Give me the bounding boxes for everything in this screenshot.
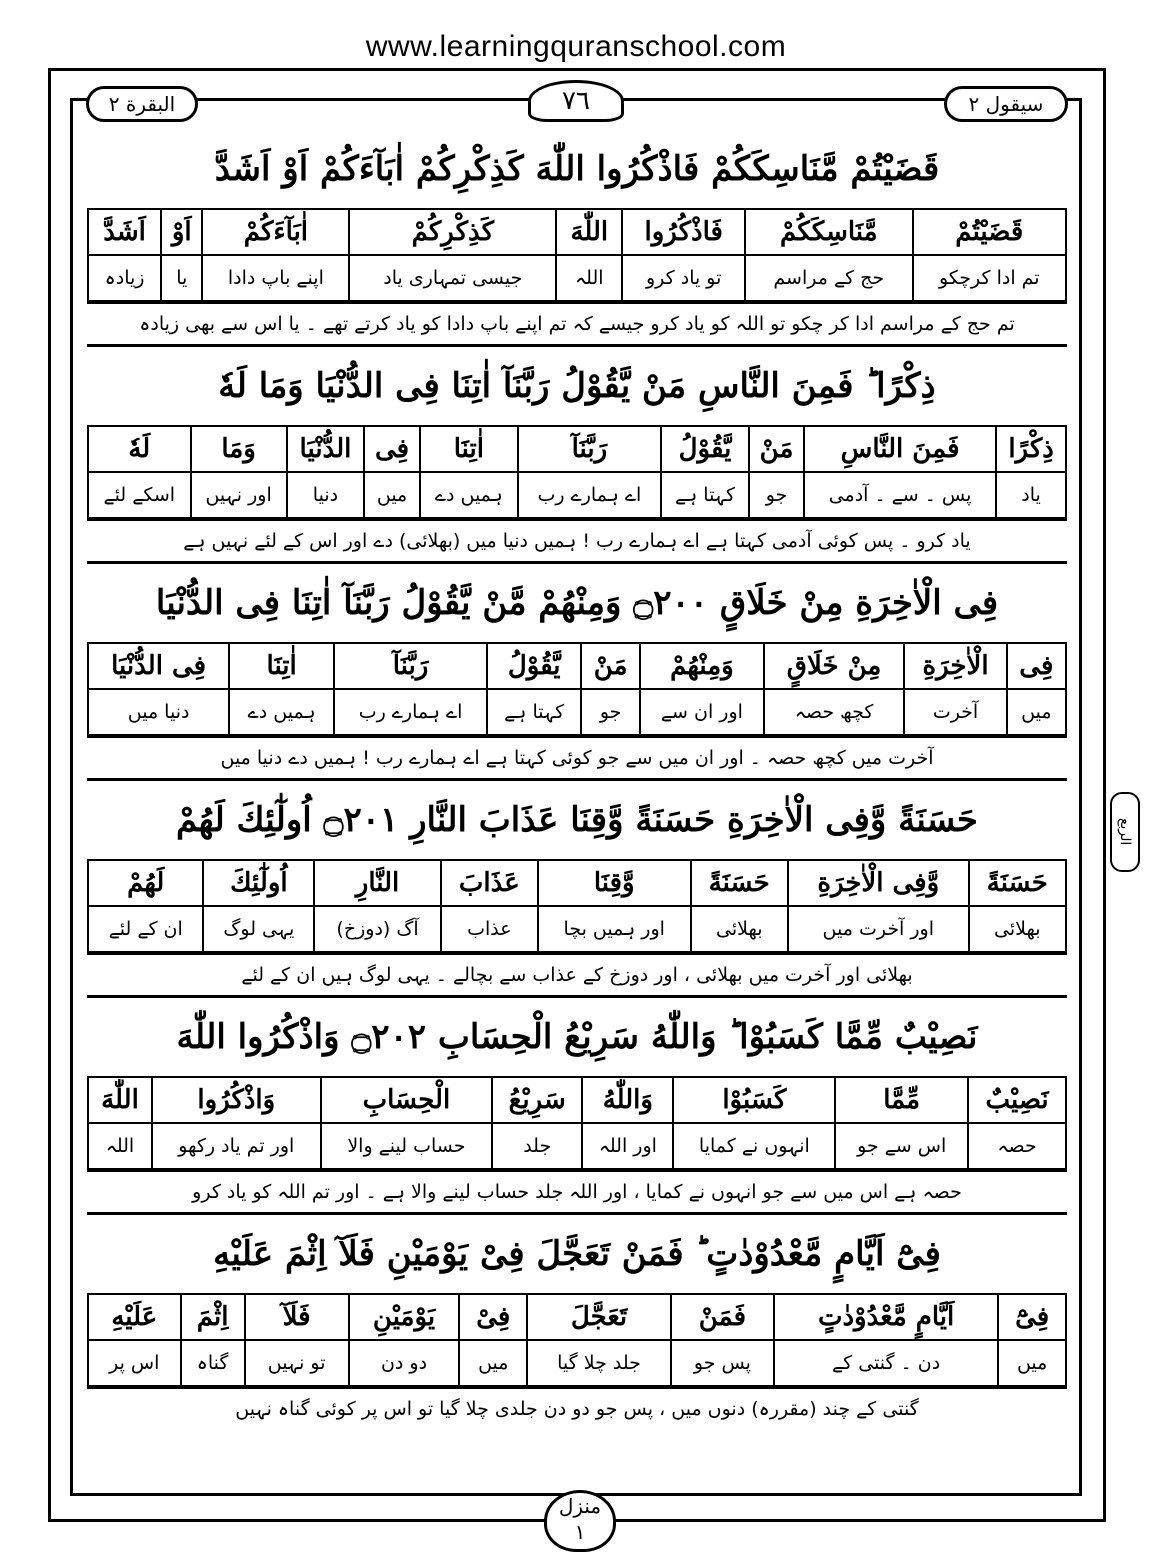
urdu-meaning-cell: جلد [492,1123,582,1169]
arabic-word-cell: مَّنَاسِكَكُمْ [745,209,913,255]
arabic-words-row [88,860,1066,906]
urdu-meaning-cell: میں [459,1340,527,1386]
page-number-badge: ٧٦ [528,80,624,122]
arabic-word-cell: اللّٰهَ [88,1077,152,1123]
urdu-meaning-cell: انہوں نے کمایا [673,1123,835,1169]
arabic-word-cell: اَوْ [161,209,202,255]
arabic-word-cell: الدُّنْيَا [287,426,365,472]
urdu-meaning-cell: میں [1007,689,1066,735]
urdu-meaning-cell: دو دن [349,1340,460,1386]
urdu-translation-line: بھلائی اور آخرت میں بھلائی ، اور دوزخ کے عذاب سے بچالے ۔ یہی لوگ ہیں ان کے لئے [87,953,1067,995]
arabic-words-row [88,1294,1066,1340]
urdu-meaning-cell: دنیا میں [88,689,229,735]
urdu-meaning-cell: اور ہمیں بچا [538,906,691,952]
arabic-word-cell: فَمَنْ [671,1294,774,1340]
arabic-word-cell: عَذَابَ [441,860,538,906]
urdu-meaning-cell: میں [998,1340,1066,1386]
arabic-word-cell: فَاذْكُرُوا [622,209,745,255]
arabic-words-row [88,209,1066,255]
arabic-word-cell: الْحِسَابِ [321,1077,493,1123]
arabic-word-cell: مَنْ [581,643,640,689]
lesson-content [87,130,1067,1429]
urdu-meaning-cell: آگ (دوزخ) [314,906,440,952]
verse-arabic-line: قَضَيْتُمْ مَّنَاسِكَكُمْ فَاذْكُرُوا اللّٰهَ كَذِكْرِكُمْ اٰبَآءَكُمْ اَوْ اَشَدَّ [214,149,940,189]
urdu-meaning-cell: اللہ [556,255,622,301]
urdu-meaning-cell: تو یاد کرو [622,255,745,301]
arabic-word-cell: اِثْمَ [181,1294,245,1340]
word-by-word-table [87,1076,1067,1170]
arabic-word-cell: اٰبَآءَكُمْ [202,209,349,255]
arabic-word-cell: لَهٗ [88,426,191,472]
arabic-word-cell: حَسَنَةً [691,860,788,906]
urdu-meaning-cell: بھلائی [969,906,1066,952]
urdu-meaning-cell: جو [581,689,640,735]
urdu-meaning-cell: یاد [996,472,1066,518]
arabic-words-row [88,1077,1066,1123]
verse-section [87,778,1067,995]
word-by-word-table [87,1293,1067,1387]
arabic-word-cell: وَّفِى الْاٰخِرَةِ [788,860,969,906]
arabic-word-cell: اللّٰهَ [556,209,622,255]
manzil-label: منزل [558,1494,602,1518]
arabic-word-cell: سَرِيْعُ [492,1077,582,1123]
arabic-word-cell: فِى [364,426,419,472]
urdu-meaning-cell: اپنے باپ دادا [202,255,349,301]
urdu-meaning-cell: ہمیں دے [420,472,518,518]
urdu-meanings-row [88,1123,1066,1169]
urdu-meaning-cell: یہی لوگ [203,906,314,952]
arabic-word-cell: قَضَيْتُمْ [913,209,1066,255]
urdu-meaning-cell: یا [161,255,202,301]
urdu-meaning-cell: تم ادا کرچکو [913,255,1066,301]
verse-arabic-line: ذِكْرًا ؕ فَمِنَ النَّاسِ مَنْ يَّقُوْلُ رَبَّنَآ اٰتِنَا فِى الدُّنْيَا وَمَا لَهٗ [218,366,936,406]
urdu-meaning-cell: کہتا ہے [661,472,749,518]
arabic-word-cell: اٰتِنَا [420,426,518,472]
verse-section [87,344,1067,561]
site-url[interactable]: www.learningquranschool.com [365,30,787,63]
urdu-meaning-cell: زیادہ [88,255,161,301]
urdu-meaning-cell: اس سے جو [835,1123,968,1169]
arabic-word-cell: رَبَّنَآ [518,426,661,472]
arabic-word-cell: اٰتِنَا [229,643,334,689]
arabic-words-row [88,426,1066,472]
arabic-word-cell: رَبَّنَآ [334,643,487,689]
arabic-word-cell: وَاللّٰهُ [582,1077,673,1123]
verse-arabic-line: فِى الْاٰخِرَةِ مِنْ خَلَاقٍ ۝٢٠٠ وَمِنْهُمْ مَّنْ يَّقُوْلُ رَبَّنَآ اٰتِنَا فِى الدُّنْيَا [155,583,999,623]
urdu-meaning-cell: آخرت [904,689,1006,735]
urdu-meaning-cell: ہمیں دے [229,689,334,735]
arabic-word-cell: مَنْ [749,426,804,472]
urdu-meaning-cell: عذاب [441,906,538,952]
verse-section [87,561,1067,778]
urdu-meaning-cell: اس پر [88,1340,181,1386]
urdu-meanings-row [88,906,1066,952]
verse-section [87,995,1067,1212]
verse-arabic-line: نَصِيْبٌ مِّمَّا كَسَبُوْا ؕ وَاللّٰهُ سَرِيْعُ الْحِسَابِ ۝٢٠٢ وَاذْكُرُوا اللّٰهَ [176,1017,978,1057]
manzil-number: ١ [574,1520,586,1544]
arabic-word-cell: مِّمَّا [835,1077,968,1123]
urdu-meaning-cell: اور آخرت میں [788,906,969,952]
word-by-word-table [87,208,1067,302]
arabic-word-cell: اُولٰٓئِكَ [203,860,314,906]
arabic-word-cell: فَمِنَ النَّاسِ [804,426,996,472]
urdu-meaning-cell: کچھ حصہ [764,689,905,735]
urdu-meaning-cell: اور اللہ [582,1123,673,1169]
urdu-meaning-cell: بھلائی [691,906,788,952]
urdu-meaning-cell: اور ان سے [640,689,764,735]
word-by-word-table [87,642,1067,736]
urdu-meaning-cell: اور تم یاد رکھو [152,1123,321,1169]
arabic-word-cell: كَذِكْرِكُمْ [349,209,556,255]
urdu-meaning-cell: اے ہمارے رب [518,472,661,518]
arabic-word-cell: فِى الدُّنْيَا [88,643,229,689]
arabic-word-cell: وَّقِنَا [538,860,691,906]
surah-name-badge: البقرة ٢ [86,86,198,122]
urdu-meanings-row [88,255,1066,301]
urdu-meaning-cell: میں [364,472,419,518]
urdu-meanings-row [88,689,1066,735]
verse-arabic-line: فِىْٓ اَيَّامٍ مَّعْدُوْدٰتٍ ؕ فَمَنْ تَعَجَّلَ فِىْ يَوْمَيْنِ فَلَآ اِثْمَ عَلَيْهِ [213,1234,941,1274]
urdu-meaning-cell: جلد چلا گیا [527,1340,671,1386]
arabic-word-cell: عَلَيْهِ [88,1294,181,1340]
arabic-word-cell: لَهُمْ [88,860,203,906]
urdu-meaning-cell: ان کے لئے [88,906,203,952]
word-by-word-table [87,859,1067,953]
urdu-meaning-cell: دنیا [287,472,365,518]
arabic-word-cell: وَمِنْهُمْ [640,643,764,689]
urdu-meaning-cell: اسکے لئے [88,472,191,518]
arabic-word-cell: يَّقُوْلُ [487,643,581,689]
verse-section [87,1212,1067,1429]
urdu-meaning-cell: دن ۔ گنتی کے [774,1340,998,1386]
arabic-word-cell: اَشَدَّ [88,209,161,255]
arabic-word-cell: وَاذْكُرُوا [152,1077,321,1123]
urdu-meaning-cell: پس ۔ سے ۔ آدمی [804,472,996,518]
urdu-meaning-cell: حصہ [968,1123,1066,1169]
arabic-word-cell: اَيَّامٍ مَّعْدُوْدٰتٍ [774,1294,998,1340]
verse-section [87,130,1067,344]
urdu-translation-line: گنتی کے چند (مقررہ) دنوں میں ، پس جو دو دن جلدی چلا گیا تو اس پر کوئی گناہ نہیں [87,1387,1067,1429]
arabic-word-cell: يَّقُوْلُ [661,426,749,472]
arabic-word-cell: النَّارِ [314,860,440,906]
arabic-word-cell: تَعَجَّلَ [527,1294,671,1340]
urdu-translation-line: تم حج کے مراسم ادا کر چکو تو اللہ کو یاد کرو جیسے کہ تم اپنے باپ دادا کو یاد کرتے تھے ۔ یا اس سے بھی زیادہ [87,302,1067,344]
urdu-meanings-row [88,472,1066,518]
verse-arabic-line: حَسَنَةً وَّفِى الْاٰخِرَةِ حَسَنَةً وَّقِنَا عَذَابَ النَّارِ ۝٢٠١ اُولٰٓئِكَ لَهُمْ [176,800,978,840]
urdu-meaning-cell: اور نہیں [191,472,287,518]
urdu-translation-line: آخرت میں کچھ حصہ ۔ اور ان میں سے جو کوئی کہتا ہے اے ہمارے رب ! ہمیں دے دنیا میں [87,736,1067,778]
urdu-meaning-cell: پس جو [671,1340,774,1386]
arabic-word-cell: فِىْٓ [998,1294,1066,1340]
arabic-word-cell: ذِكْرًا [996,426,1066,472]
arabic-word-cell: مِنْ خَلَاقٍ [764,643,905,689]
arabic-word-cell: حَسَنَةً [969,860,1066,906]
arabic-word-cell: وَمَا [191,426,287,472]
urdu-meaning-cell: تو نہیں [245,1340,349,1386]
word-by-word-table [87,425,1067,519]
arabic-word-cell: كَسَبُوْا [673,1077,835,1123]
arabic-word-cell: نَصِيْبٌ [968,1077,1066,1123]
urdu-meanings-row [88,1340,1066,1386]
arabic-word-cell: فَلَآ [245,1294,349,1340]
ruku-side-marker: الربع [1110,792,1140,872]
urdu-meaning-cell: گناہ [181,1340,245,1386]
urdu-translation-line: یاد کرو ۔ پس کوئی آدمی کہتا ہے اے ہمارے رب ! ہمیں دنیا میں (بھلائی) دے اور اس کے لئے نہیں ہے [87,519,1067,561]
urdu-meaning-cell: حساب لینے والا [321,1123,493,1169]
urdu-meaning-cell: کہتا ہے [487,689,581,735]
urdu-meaning-cell: اللہ [88,1123,152,1169]
urdu-meaning-cell: اے ہمارے رب [334,689,487,735]
arabic-word-cell: يَوْمَيْنِ [349,1294,460,1340]
manzil-badge [544,1490,616,1552]
arabic-words-row [88,643,1066,689]
urdu-meaning-cell: جو [749,472,804,518]
arabic-word-cell: فِىْ [459,1294,527,1340]
arabic-word-cell: الْاٰخِرَةِ [904,643,1006,689]
urdu-meaning-cell: جیسی تمہاری یاد [349,255,556,301]
arabic-word-cell: فِى [1007,643,1066,689]
urdu-meaning-cell: حج کے مراسم [745,255,913,301]
para-name-badge: سیقول ٢ [944,86,1068,122]
urdu-translation-line: حصہ ہے اس میں سے جو انہوں نے کمایا ، اور اللہ جلد حساب لینے والا ہے ۔ اور تم اللہ کو یاد کرو [87,1170,1067,1212]
